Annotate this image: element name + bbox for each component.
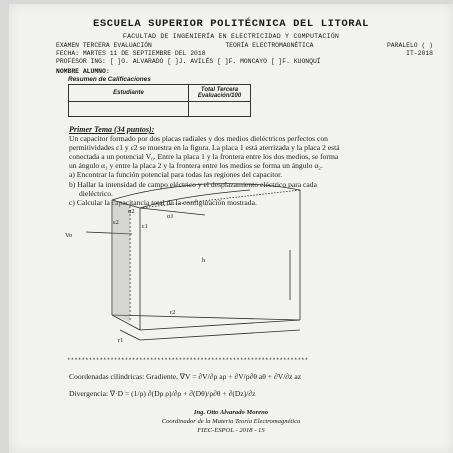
eps1-label: ε1 [142,223,148,230]
problem-line-1: Un capacitor formado por dos placas radiales y dos medios dieléctricos perfectos con [69,134,328,144]
question-b: b) Hallar la intensidad de campo eléctrico y el desplazamiento eléctrico para cada [69,179,317,189]
top-arc-outer [112,184,300,200]
vo-label: Vo [65,232,73,239]
school-name: ESCUELA SUPERIOR POLITÉCNICA DEL LITORAL [92,18,370,30]
r2-label: r2 [170,309,176,316]
topic-heading: Primer Tema (34 puntos): [69,125,155,134]
col-total-line2: Evaluación/100 [197,93,242,99]
middle-arc [140,190,250,208]
col-total-line1: Total Tercera [200,87,239,93]
eps2-label: ε2 [113,219,119,226]
exam-type: EXAMEN TERCERA EVALUACIÓN [56,42,152,49]
grades-summary-heading: Resumen de Calificaciones [68,76,151,83]
separator-line: ******************************************************************* [67,357,309,364]
r1-label: r1 [118,337,124,344]
signature-dept: FIEC-ESPOL - 2018 - 1S [197,427,265,434]
problem-line-2: permitividades ε1 y ε2 se muestra en la figura. La placa 1 está aterrizada y la placa 2 está [69,143,340,153]
signature-role: Coordinador de la Materia Teoría Electromagnética [161,418,301,425]
question-a: a) Encontrar la función potencial para todas las regiones del capacitor. [69,170,283,180]
problem-line-3: conectada a un potencial V₀. Entre la placa 1 y la frontera entre los dos medios, se forma [69,152,339,162]
student-name-label: NOMBRE ALUMNO: [56,68,110,75]
term: IT-2018 [406,50,433,57]
faculty-name: FACULTAD DE INGENIERÍA EN ELECTRICIDAD Y COMPUTACIÓN [122,33,340,40]
bottom-front-edge [140,320,300,330]
gradient-formula: Coordenadas cilíndricas: Gradiente, ∇V = ∂V/∂ρ aρ + ∂V/ρ∂θ aθ + ∂V/∂z az [69,372,302,381]
professor-list: PROFESOR ING: [ ]O. ALVARADO [ ]J. AVILÉS [ ]F. MONCAYO [ ]F. KUONQUÍ [56,58,321,65]
exam-date: FECHA: MARTES 11 DE SEPTIEMBRE DEL 2018 [56,50,206,57]
r2-dimension [140,330,300,340]
col-student: Estudiante [69,85,189,102]
course-name: TEORÍA ELECTROMAGNÉTICA [225,42,314,49]
h-label: h [202,257,206,264]
exam-sheet [9,4,453,453]
problem-line-4: un ángulo α₁ y entre la placa 2 y la frontera entre los medios se forma un ángulo α₂. [69,161,323,171]
divergence-formula: Divergencia: ∇·D = (1/ρ) ∂(Dρ ρ)/∂ρ + ∂(Dθ)/ρ∂θ + ∂(Dz)/∂z [69,389,256,398]
parallel: PARALELO ( ) [386,42,433,49]
alpha1-label: α1 [167,213,174,220]
question-b-cont: dieléctrico. [79,188,113,198]
question-c: c) Calcular la capacitancia total de la configuración mostrada. [69,197,257,207]
signature-name: Ing. Otto Alvarado Moreno [193,409,269,416]
alpha2-label: α2 [128,208,135,215]
